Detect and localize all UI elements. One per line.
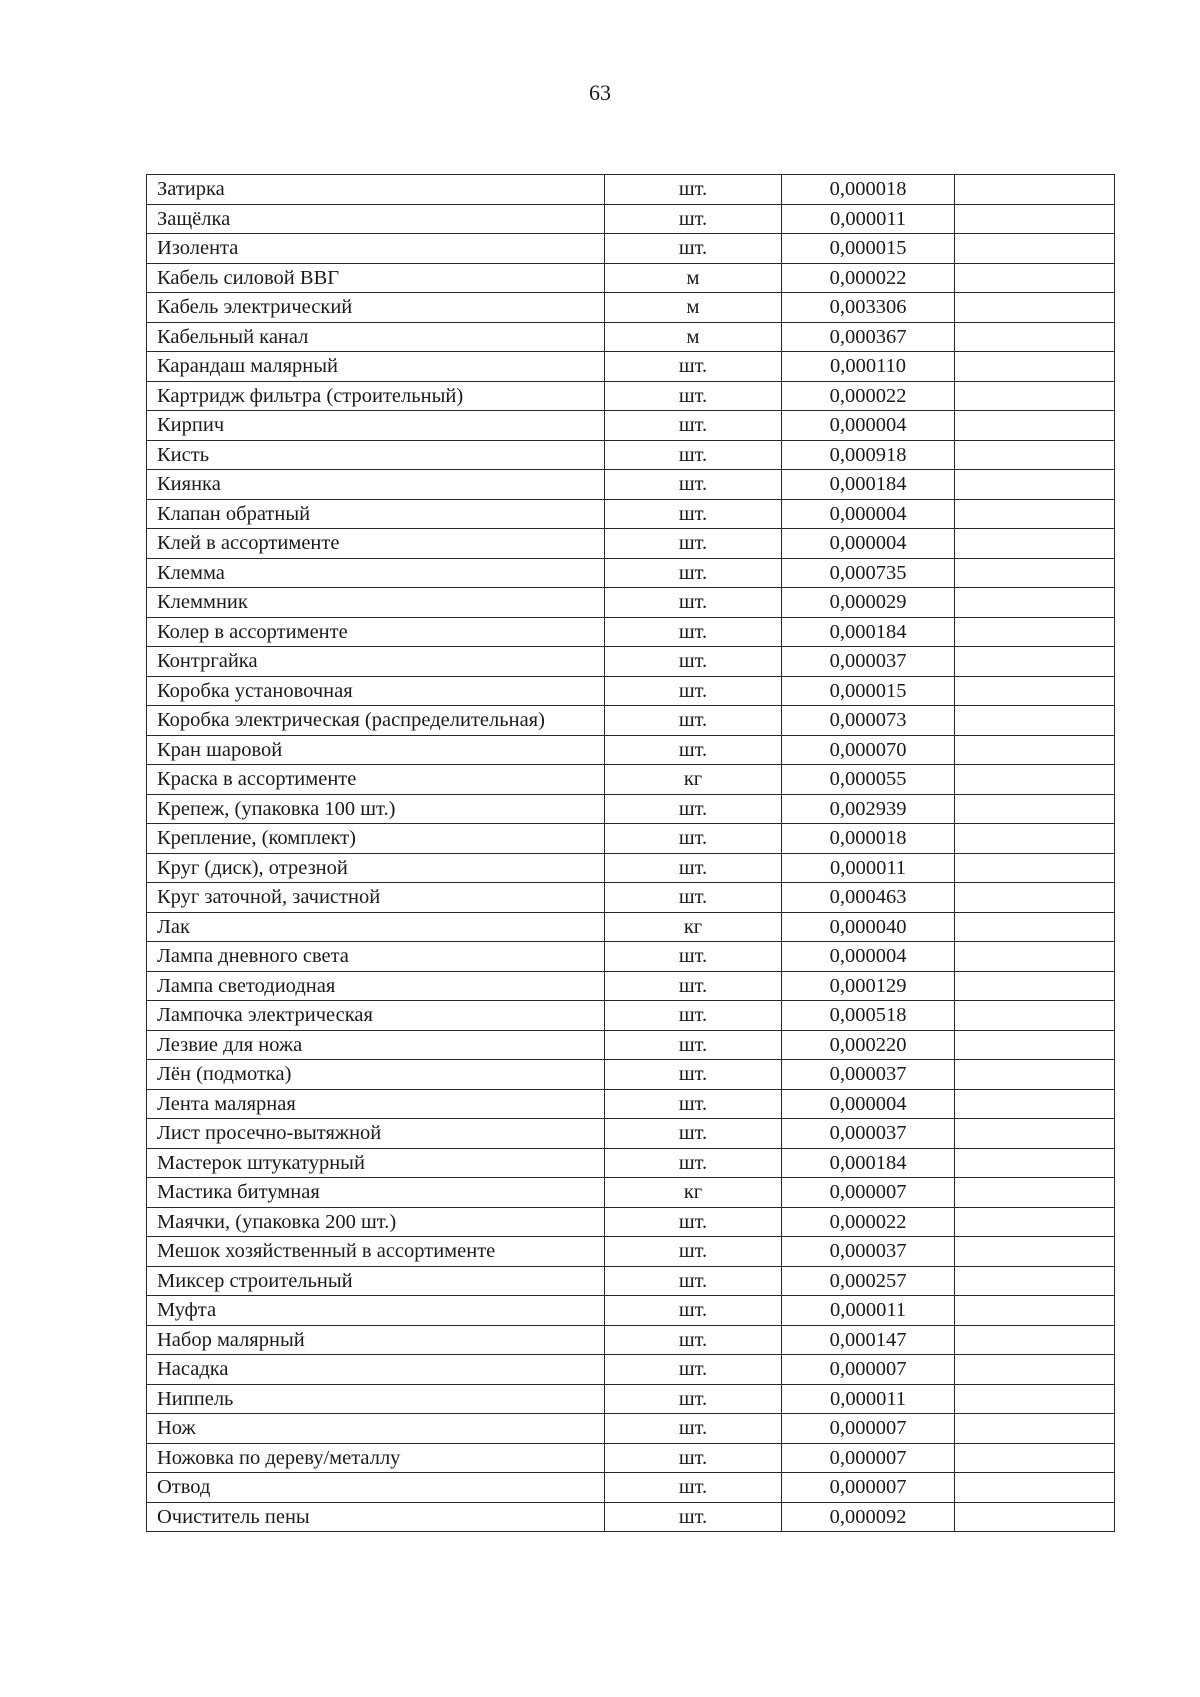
unit-cell: шт. [605, 676, 782, 706]
value-cell: 0,000092 [782, 1502, 955, 1532]
value-cell: 0,000518 [782, 1001, 955, 1031]
table-row [147, 1296, 1115, 1326]
table-row [147, 175, 1115, 205]
value-cell: 0,000004 [782, 411, 955, 441]
value-cell: 0,000007 [782, 1178, 955, 1208]
unit-cell: шт. [605, 942, 782, 972]
value-cell: 0,000040 [782, 912, 955, 942]
value-cell: 0,000007 [782, 1414, 955, 1444]
unit-cell: кг [605, 912, 782, 942]
unit-cell: шт. [605, 381, 782, 411]
item-name-cell: Картридж фильтра (строительный) [147, 381, 605, 411]
item-name-cell: Маячки, (упаковка 200 шт.) [147, 1207, 605, 1237]
table-row [147, 1355, 1115, 1385]
item-name-cell: Лампа светодиодная [147, 971, 605, 1001]
value-cell: 0,000011 [782, 204, 955, 234]
unit-cell: шт. [605, 234, 782, 264]
unit-cell: шт. [605, 647, 782, 677]
value-cell: 0,000018 [782, 824, 955, 854]
item-name-cell: Клей в ассортименте [147, 529, 605, 559]
empty-cell [955, 411, 1115, 441]
item-name-cell: Киянка [147, 470, 605, 500]
unit-cell: шт. [605, 1237, 782, 1267]
empty-cell [955, 1502, 1115, 1532]
unit-cell: шт. [605, 853, 782, 883]
value-cell: 0,000007 [782, 1473, 955, 1503]
value-cell: 0,000037 [782, 1060, 955, 1090]
item-name-cell: Клапан обратный [147, 499, 605, 529]
table-row [147, 1207, 1115, 1237]
unit-cell: шт. [605, 1502, 782, 1532]
item-name-cell: Нож [147, 1414, 605, 1444]
value-cell: 0,000007 [782, 1443, 955, 1473]
item-name-cell: Мастерок штукатурный [147, 1148, 605, 1178]
empty-cell [955, 676, 1115, 706]
empty-cell [955, 1325, 1115, 1355]
table-row [147, 1178, 1115, 1208]
value-cell: 0,000011 [782, 1384, 955, 1414]
empty-cell [955, 352, 1115, 382]
unit-cell: шт. [605, 1443, 782, 1473]
empty-cell [955, 588, 1115, 618]
item-name-cell: Карандаш малярный [147, 352, 605, 382]
item-name-cell: Колер в ассортименте [147, 617, 605, 647]
value-cell: 0,000007 [782, 1355, 955, 1385]
table-row [147, 883, 1115, 913]
item-name-cell: Отвод [147, 1473, 605, 1503]
item-name-cell: Кабель электрический [147, 293, 605, 323]
value-cell: 0,000735 [782, 558, 955, 588]
empty-cell [955, 1089, 1115, 1119]
value-cell: 0,002939 [782, 794, 955, 824]
empty-cell [955, 1148, 1115, 1178]
value-cell: 0,000918 [782, 440, 955, 470]
value-cell: 0,000022 [782, 381, 955, 411]
empty-cell [955, 381, 1115, 411]
unit-cell: шт. [605, 1414, 782, 1444]
value-cell: 0,000004 [782, 499, 955, 529]
unit-cell: шт. [605, 1266, 782, 1296]
table-row [147, 794, 1115, 824]
item-name-cell: Круг заточной, зачистной [147, 883, 605, 913]
table-row [147, 499, 1115, 529]
table-row [147, 676, 1115, 706]
item-name-cell: Насадка [147, 1355, 605, 1385]
empty-cell [955, 1473, 1115, 1503]
value-cell: 0,000037 [782, 647, 955, 677]
unit-cell: шт. [605, 588, 782, 618]
unit-cell: шт. [605, 883, 782, 913]
value-cell: 0,000184 [782, 1148, 955, 1178]
item-name-cell: Лён (подмотка) [147, 1060, 605, 1090]
unit-cell: шт. [605, 1089, 782, 1119]
empty-cell [955, 883, 1115, 913]
empty-cell [955, 912, 1115, 942]
value-cell: 0,000011 [782, 853, 955, 883]
value-cell: 0,000037 [782, 1237, 955, 1267]
empty-cell [955, 558, 1115, 588]
unit-cell: шт. [605, 1030, 782, 1060]
item-name-cell: Ниппель [147, 1384, 605, 1414]
item-name-cell: Коробка установочная [147, 676, 605, 706]
unit-cell: шт. [605, 440, 782, 470]
table-row [147, 1001, 1115, 1031]
item-name-cell: Крепеж, (упаковка 100 шт.) [147, 794, 605, 824]
item-name-cell: Кран шаровой [147, 735, 605, 765]
table-row [147, 1414, 1115, 1444]
empty-cell [955, 1355, 1115, 1385]
unit-cell: шт. [605, 558, 782, 588]
unit-cell: м [605, 263, 782, 293]
table-row [147, 1325, 1115, 1355]
value-cell: 0,000147 [782, 1325, 955, 1355]
table-row [147, 293, 1115, 323]
value-cell: 0,000004 [782, 1089, 955, 1119]
unit-cell: шт. [605, 529, 782, 559]
value-cell: 0,003306 [782, 293, 955, 323]
empty-cell [955, 942, 1115, 972]
table-row [147, 853, 1115, 883]
item-name-cell: Мешок хозяйственный в ассортименте [147, 1237, 605, 1267]
empty-cell [955, 1119, 1115, 1149]
item-name-cell: Крепление, (комплект) [147, 824, 605, 854]
empty-cell [955, 1237, 1115, 1267]
table-row [147, 735, 1115, 765]
item-name-cell: Изолента [147, 234, 605, 264]
empty-cell [955, 1384, 1115, 1414]
item-name-cell: Коробка электрическая (распределительная) [147, 706, 605, 736]
value-cell: 0,000257 [782, 1266, 955, 1296]
table-row [147, 322, 1115, 352]
table-row [147, 204, 1115, 234]
value-cell: 0,000037 [782, 1119, 955, 1149]
empty-cell [955, 647, 1115, 677]
table-row [147, 1502, 1115, 1532]
value-cell: 0,000018 [782, 175, 955, 205]
item-name-cell: Лампочка электрическая [147, 1001, 605, 1031]
unit-cell: шт. [605, 1296, 782, 1326]
unit-cell: шт. [605, 1119, 782, 1149]
unit-cell: шт. [605, 617, 782, 647]
item-name-cell: Лак [147, 912, 605, 942]
table-row [147, 1060, 1115, 1090]
empty-cell [955, 263, 1115, 293]
table-row [147, 470, 1115, 500]
value-cell: 0,000055 [782, 765, 955, 795]
item-name-cell: Лист просечно-вытяжной [147, 1119, 605, 1149]
value-cell: 0,000004 [782, 529, 955, 559]
unit-cell: шт. [605, 1384, 782, 1414]
table-row [147, 588, 1115, 618]
table-row [147, 647, 1115, 677]
empty-cell [955, 322, 1115, 352]
unit-cell: шт. [605, 204, 782, 234]
table-row [147, 1119, 1115, 1149]
unit-cell: шт. [605, 824, 782, 854]
table-row [147, 352, 1115, 382]
empty-cell [955, 1178, 1115, 1208]
empty-cell [955, 824, 1115, 854]
empty-cell [955, 853, 1115, 883]
table-row [147, 440, 1115, 470]
item-name-cell: Круг (диск), отрезной [147, 853, 605, 883]
item-name-cell: Клемма [147, 558, 605, 588]
value-cell: 0,000367 [782, 322, 955, 352]
table-row [147, 1384, 1115, 1414]
value-cell: 0,000129 [782, 971, 955, 1001]
table-row [147, 765, 1115, 795]
empty-cell [955, 1001, 1115, 1031]
item-name-cell: Миксер строительный [147, 1266, 605, 1296]
unit-cell: шт. [605, 470, 782, 500]
value-cell: 0,000022 [782, 263, 955, 293]
table-row [147, 529, 1115, 559]
unit-cell: м [605, 293, 782, 323]
value-cell: 0,000022 [782, 1207, 955, 1237]
table-row [147, 1266, 1115, 1296]
table-row [147, 381, 1115, 411]
value-cell: 0,000220 [782, 1030, 955, 1060]
value-cell: 0,000004 [782, 942, 955, 972]
unit-cell: шт. [605, 1001, 782, 1031]
table-row [147, 617, 1115, 647]
item-name-cell: Затирка [147, 175, 605, 205]
empty-cell [955, 499, 1115, 529]
empty-cell [955, 175, 1115, 205]
table-row [147, 1148, 1115, 1178]
unit-cell: шт. [605, 706, 782, 736]
unit-cell: шт. [605, 175, 782, 205]
item-name-cell: Мастика битумная [147, 1178, 605, 1208]
unit-cell: м [605, 322, 782, 352]
empty-cell [955, 971, 1115, 1001]
empty-cell [955, 470, 1115, 500]
empty-cell [955, 765, 1115, 795]
empty-cell [955, 204, 1115, 234]
unit-cell: шт. [605, 1325, 782, 1355]
table-row [147, 942, 1115, 972]
table-row [147, 411, 1115, 441]
empty-cell [955, 529, 1115, 559]
empty-cell [955, 1207, 1115, 1237]
unit-cell: кг [605, 1178, 782, 1208]
value-cell: 0,000015 [782, 676, 955, 706]
item-name-cell: Набор малярный [147, 1325, 605, 1355]
value-cell: 0,000110 [782, 352, 955, 382]
unit-cell: шт. [605, 1207, 782, 1237]
empty-cell [955, 1060, 1115, 1090]
unit-cell: шт. [605, 1355, 782, 1385]
table-row [147, 1237, 1115, 1267]
empty-cell [955, 794, 1115, 824]
empty-cell [955, 1266, 1115, 1296]
unit-cell: кг [605, 765, 782, 795]
table-row [147, 1089, 1115, 1119]
value-cell: 0,000184 [782, 617, 955, 647]
empty-cell [955, 1414, 1115, 1444]
value-cell: 0,000463 [782, 883, 955, 913]
value-cell: 0,000070 [782, 735, 955, 765]
table-row [147, 1473, 1115, 1503]
unit-cell: шт. [605, 499, 782, 529]
unit-cell: шт. [605, 352, 782, 382]
empty-cell [955, 1030, 1115, 1060]
empty-cell [955, 234, 1115, 264]
item-name-cell: Лампа дневного света [147, 942, 605, 972]
empty-cell [955, 1443, 1115, 1473]
value-cell: 0,000011 [782, 1296, 955, 1326]
item-name-cell: Кирпич [147, 411, 605, 441]
materials-table [146, 174, 1115, 1532]
item-name-cell: Очиститель пены [147, 1502, 605, 1532]
item-name-cell: Ножовка по дереву/металлу [147, 1443, 605, 1473]
value-cell: 0,000184 [782, 470, 955, 500]
item-name-cell: Кисть [147, 440, 605, 470]
table-row [147, 234, 1115, 264]
item-name-cell: Лента малярная [147, 1089, 605, 1119]
empty-cell [955, 735, 1115, 765]
empty-cell [955, 706, 1115, 736]
item-name-cell: Кабель силовой ВВГ [147, 263, 605, 293]
table-row [147, 824, 1115, 854]
unit-cell: шт. [605, 735, 782, 765]
page-number: 63 [589, 80, 611, 105]
unit-cell: шт. [605, 1473, 782, 1503]
item-name-cell: Кабельный канал [147, 322, 605, 352]
empty-cell [955, 293, 1115, 323]
item-name-cell: Краска в ассортименте [147, 765, 605, 795]
unit-cell: шт. [605, 411, 782, 441]
unit-cell: шт. [605, 1060, 782, 1090]
empty-cell [955, 440, 1115, 470]
value-cell: 0,000015 [782, 234, 955, 264]
empty-cell [955, 617, 1115, 647]
table-body [147, 175, 1115, 1532]
table-row [147, 971, 1115, 1001]
empty-cell [955, 1296, 1115, 1326]
table-row [147, 558, 1115, 588]
value-cell: 0,000029 [782, 588, 955, 618]
unit-cell: шт. [605, 794, 782, 824]
table-row [147, 1030, 1115, 1060]
unit-cell: шт. [605, 1148, 782, 1178]
value-cell: 0,000073 [782, 706, 955, 736]
item-name-cell: Лезвие для ножа [147, 1030, 605, 1060]
unit-cell: шт. [605, 971, 782, 1001]
item-name-cell: Клеммник [147, 588, 605, 618]
table-row [147, 912, 1115, 942]
item-name-cell: Муфта [147, 1296, 605, 1326]
table-row [147, 1443, 1115, 1473]
table-row [147, 706, 1115, 736]
item-name-cell: Контргайка [147, 647, 605, 677]
table-row [147, 263, 1115, 293]
item-name-cell: Защёлка [147, 204, 605, 234]
